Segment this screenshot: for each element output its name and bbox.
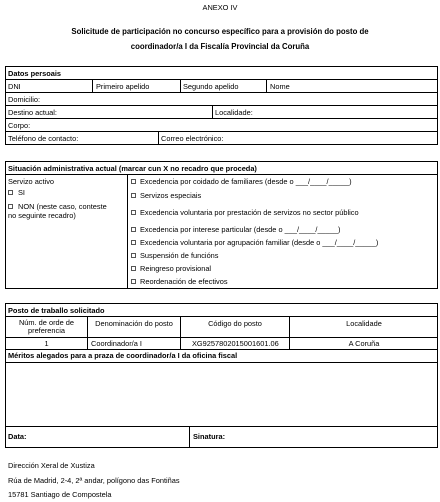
phone-field[interactable]: Teléfono de contacto: [8,134,79,143]
checkbox-option-8[interactable] [131,279,136,284]
option-label-3: Excedencia voluntaria por prestación de servizos no sector público [140,208,359,217]
option-label-2: Servizos especiais [140,191,202,200]
col-header-code: Código do posto [208,319,262,328]
checkbox-option-6[interactable] [131,253,136,258]
footer-city: 15781 Santiago de Compostela [8,490,112,499]
col-header-order-line1: Núm. de orde de [18,318,75,327]
option-label-4: Excedencia por interese particular (desde o ___/____/_____) [140,225,341,234]
merits-text-area[interactable] [6,363,437,425]
option-label-5: Excedencia voluntaria por agrupación familiar (desde o ___/____/_____) [140,238,379,247]
form-title-line1: Solicitude de participación no concurso específico para a provisión do posto de [71,27,369,36]
email-field[interactable]: Correo electrónico: [161,134,224,143]
checkbox-option-3[interactable] [131,210,136,215]
footer-department: Dirección Xeral de Xustiza [8,461,95,470]
col-header-locality: Localidade [346,319,382,328]
checkbox-no[interactable] [8,204,13,209]
personal-section-title: Datos persoais [8,69,61,78]
row-order-cell: 1 [44,339,49,348]
active-service-label: Servizo activo [8,177,55,186]
second-surname-field[interactable]: Segundo apelido [183,82,239,91]
corps-field[interactable]: Corpo: [8,121,31,130]
first-surname-field[interactable]: Primeiro apelido [96,82,150,91]
admin-section-title: Situación administrativa actual (marcar cun X no recadro que proceda) [8,164,257,173]
checkbox-option-7[interactable] [131,266,136,271]
row-denomination-cell: Coordinador/a I [91,339,142,348]
signature-label: Sinatura: [193,432,226,441]
form-title-line2: coordinador/a I da Fiscalía Provincial da Coruña [130,42,310,51]
col-header-denomination: Denominación do posto [95,319,173,328]
col-header-order-line2: preferencia [28,326,65,335]
locality-field[interactable]: Localidade: [215,108,253,117]
checkbox-option-4[interactable] [131,227,136,232]
option-label-7: Reingreso provisional [140,264,212,273]
footer-address: Rúa de Madrid, 2-4, 2ª andar, polígono das Fontiñas [8,476,180,485]
checkbox-no-label-line2: no seguinte recadro) [8,211,76,220]
checkbox-option-5[interactable] [131,240,136,245]
dni-field[interactable]: DNI [8,82,21,91]
checkbox-yes[interactable] [8,190,13,195]
option-label-1: Excedencia por coidado de familiares (desde o ___/____/_____) [140,177,352,186]
checkbox-yes-label: SI [18,188,25,197]
annex-label: ANEXO IV [202,3,238,12]
checkbox-no-label-line1: NON (neste caso, conteste [18,202,107,211]
checkbox-option-2[interactable] [131,193,136,198]
row-locality-cell: A Coruña [348,339,380,348]
option-label-6: Suspensión de funcións [140,251,219,260]
row-code-cell: XG9257802015001601.06 [192,339,279,348]
date-label: Data: [8,432,27,441]
name-field[interactable]: Nome [270,82,290,91]
checkbox-option-1[interactable] [131,179,136,184]
option-label-8: Reordenación de efectivos [140,277,228,286]
current-destination-field[interactable]: Destino actual: [8,108,57,117]
merits-title: Méritos alegados para a praza de coordinador/a I da oficina fiscal [8,351,238,360]
address-field[interactable]: Domicilio: [8,95,41,104]
post-section-title: Posto de traballo solicitado [8,306,105,315]
